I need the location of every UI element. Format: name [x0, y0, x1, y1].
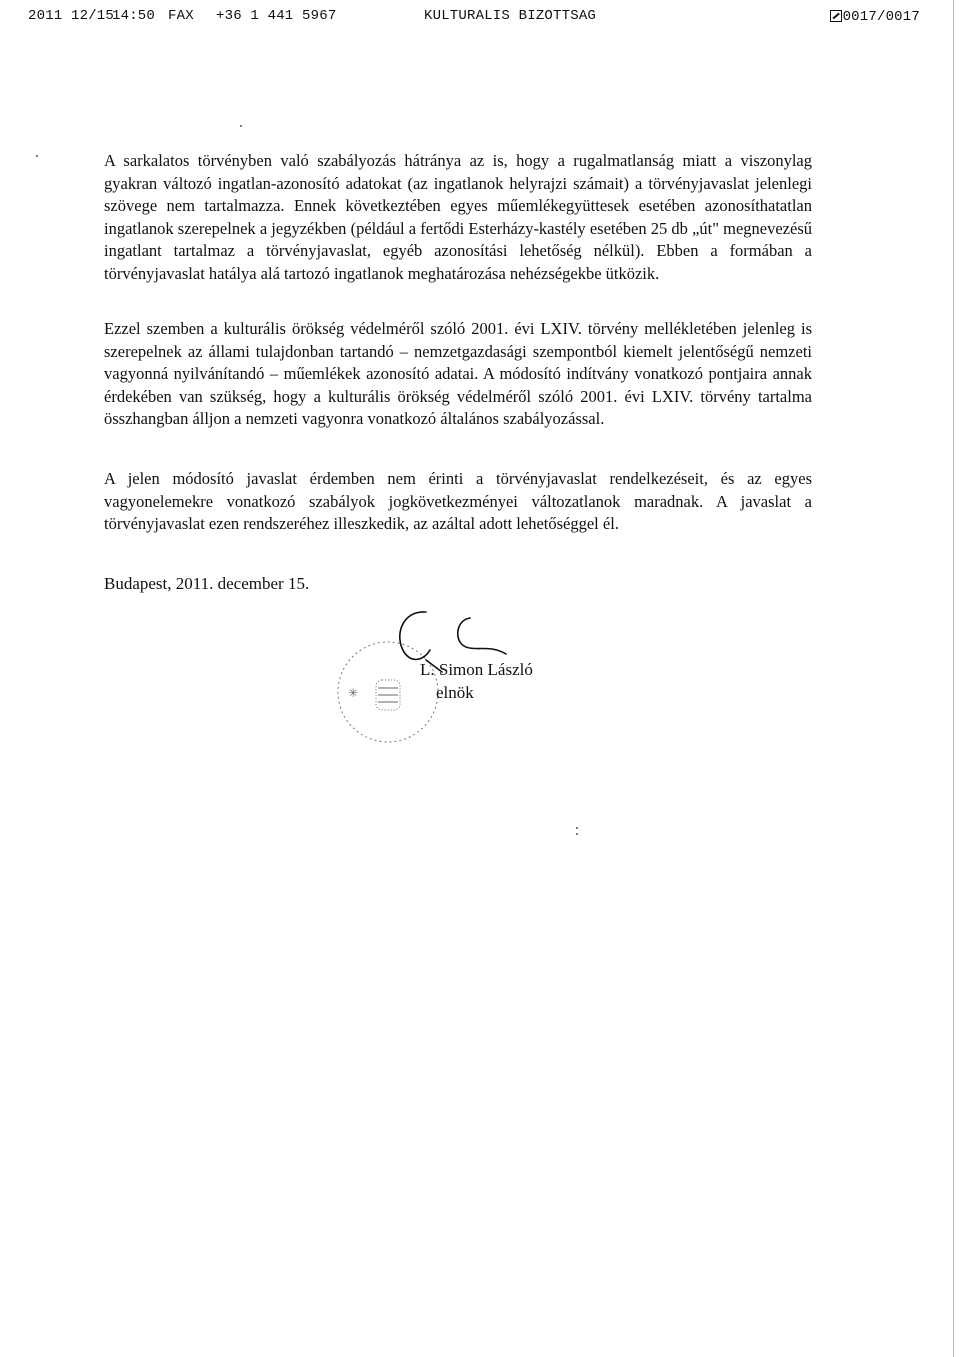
fax-page-counter — [830, 8, 920, 25]
fax-header — [28, 8, 920, 28]
scan-speck — [576, 827, 578, 829]
signer-name: L. Simon László — [420, 660, 533, 679]
paragraph-3: A jelen módosító javaslat érdemben nem érinti a törvényjavaslat rendelkezéseit, és az egyes vagyonelemekre vonatkozó szabályok jogkövetkezményei változatlanok maradnak. A javaslat a törvényjavaslat ezen rendszeréhez illeszkedik, az azáltal adott lehetőséggel él. — [104, 469, 812, 534]
fax-label: FAX — [168, 8, 194, 24]
fax-page-number: 0017/0017 — [842, 9, 920, 25]
stamp-and-signature-graphic — [330, 600, 530, 770]
signer-title: elnök — [436, 683, 474, 702]
scan-speck — [36, 155, 38, 157]
fax-date: 2011 12/15 — [28, 8, 115, 24]
scan-speck — [240, 125, 242, 127]
fax-number: +36 1 441 5967 — [216, 8, 337, 24]
fax-organization: KULTURALIS BIZOTTSAG — [424, 8, 597, 24]
signature-block — [330, 600, 530, 770]
scan-speck — [576, 833, 578, 835]
paragraph-1: A sarkalatos törvényben való szabályozás hátránya az is, hogy a rugalmatlanság miatt a viszonylag gyakran változó ingatlan-azonosító adatokat (az ingatlanok helyrajzi számait) a törvényjavaslat jelenlegi szövege nem tartalmazza. Ennek következtében egyes műemlékegyüttesek esetében azonosíthatatlan ingatlanok szerepelnek a jegyzékben (például a fertődi Esterházy-kastély esetében 25 db „út" megnevezésű ingatlant tartalmaz a törvényjavaslat, egyéb azonosítási lehetőség nélkül). Ebben a formában a törvényjavaslat hatálya alá tartozó ingatlanok meghatározása nehézségekbe ütközik. — [104, 151, 812, 283]
place-and-date: Budapest, 2011. december 15. — [104, 574, 310, 593]
fax-time: 14:50 — [112, 8, 156, 24]
scan-edge-line — [953, 0, 954, 1357]
paragraph-2: Ezzel szemben a kulturális örökség védelméről szóló 2001. évi LXIV. törvény mellékletében jelenleg is szerepelnek az állami tulajdonban tartandó – nemzetgazdasági szempontból kiemelt jelentőségű nemzeti vagyonná nyilvánítandó – műemlékek azonosító adatai. A módosító indítvány vonatkozó pontjaira annak érdekében van szükség, hogy a kulturális örökség védelméről szóló 2001. évi LXIV. törvény tartalma összhangban álljon a nemzeti vagyonra vonatkozó általános szabályozással. — [104, 319, 812, 429]
fax-page-icon — [830, 10, 842, 22]
svg-text:✳: ✳ — [348, 686, 359, 700]
